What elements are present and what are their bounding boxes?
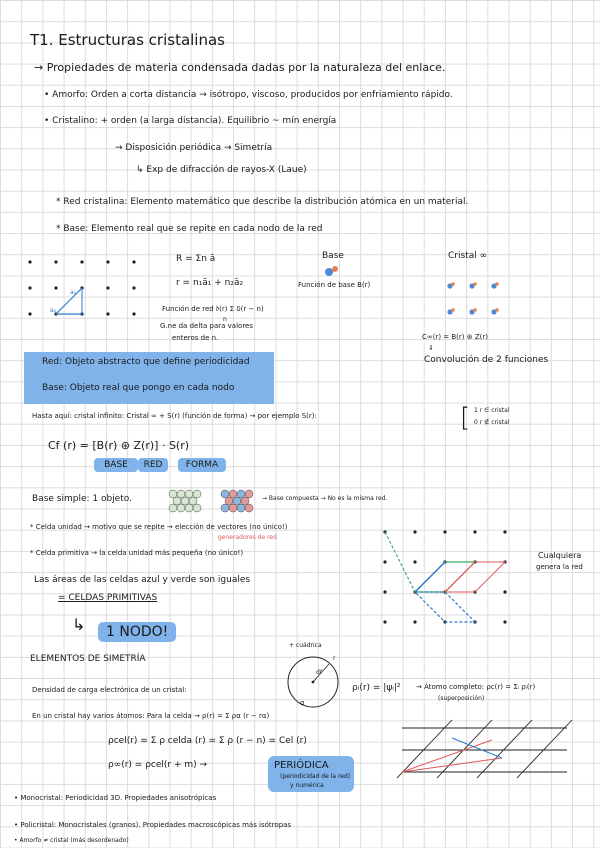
celda-primitiva-line: * Celda primitiva → la celda unidad más pequeña (no único!) <box>30 549 244 557</box>
areas-iguales-line: Las áreas de las celdas azul y verde son iguales <box>34 575 251 585</box>
highlight-base: Base: Objeto real que pongo en cada nodo <box>42 383 235 393</box>
highlight-red: Red: Objeto abstracto que define periodicidad <box>42 357 250 367</box>
amorfo-note-line: • Amorfo ≠ cristal (más desordenado) <box>14 837 129 844</box>
celdas-primitivas-line: = CELDAS PRIMITIVAS <box>58 593 158 603</box>
circle-r-label: r <box>333 655 336 662</box>
convolucion-arrow: ⇓ <box>428 344 434 352</box>
sr-brace: [ <box>460 403 471 433</box>
intro-line: → Propiedades de materia condensada dadas por la naturaleza del enlace. <box>34 61 446 74</box>
funcion-red-label: Función de red 𝔡(r) Σ δ(r − n) <box>162 305 264 313</box>
generadores-note: generadores de red <box>218 534 277 541</box>
sr-case-0: 0 r ∉ cristal <box>474 419 510 426</box>
rho-cel-formula: ρcel(r) = Σ ρ celda (r) = Σ ρ (r − n) = Cel (r) <box>108 736 307 746</box>
base-figure-label: Base <box>322 251 344 261</box>
un-nodo-tag: 1 NODO! <box>98 622 176 642</box>
policristal-line: • Policristal: Monocristales (granos). Propiedades macroscópicas más isótropas <box>14 821 292 829</box>
sr-case-1: 1 r ∈ cristal <box>474 407 510 414</box>
amorfo-line: • Amorfo: Orden a corta distancia → isótropo, viscoso, producidos por enfriamiento rápido. <box>44 90 453 100</box>
funcion-red-note-2: enteros de n. <box>172 334 219 342</box>
base-definition-line: * Base: Elemento real que se repite en cada nodo de la red <box>56 224 323 234</box>
red-cristalina-line: * Red cristalina: Elemento matemático que describe la distribución atómica en un material. <box>56 197 469 207</box>
tag-base: BASE <box>94 458 138 472</box>
base-simple-atoms-icon <box>165 486 265 516</box>
rho-i-formula: ρᵢ(r) = |ψᵢ|² <box>352 683 401 693</box>
base-simple-line: Base simple: 1 objeto. <box>32 494 132 504</box>
cuadrica-note: + cuádrica <box>289 642 322 649</box>
elementos-simetria-heading: ELEMENTOS DE SIMETRÍA <box>30 654 146 664</box>
cristalino-line: • Cristalino: + orden (a larga distancia). Equilibrio ~ mín energía <box>44 116 337 126</box>
atomo-completo-line: → Átomo completo: ρc(r) = Σᵢ ρᵢ(r) <box>416 683 536 691</box>
base-atoms-icon <box>315 262 355 282</box>
cualquiera-line-1: Cualquiera <box>538 551 582 560</box>
R-sum-formula: R = Σn ā <box>176 254 216 264</box>
a1-label: a₁ <box>70 289 77 296</box>
r-vector-formula: r = n₁ā₁ + n₂ā₂ <box>176 278 244 288</box>
celda-unidad-line: * Celda unidad → motivo que se repite → elección de vectores (no único!) <box>30 523 288 531</box>
periodica-note-1: (periodicidad de la red) <box>280 773 351 780</box>
periodica-note-2: y numérica <box>290 782 324 789</box>
cf-formula: Cf (r) = [B(r) ⊛ Z(r)] · S(r) <box>48 439 190 452</box>
primitive-cells-figure <box>375 522 535 632</box>
varios-atomos-line: En un cristal hay varios átomos: Para la celda → ρ(r) = Σ ρα (r − rα) <box>32 712 270 720</box>
rho-inf-formula: ρ∞(r) = ρcel(r + m) → <box>108 760 208 770</box>
circle-alpha-label: α <box>300 699 305 707</box>
cristal-atoms-figure <box>440 276 510 336</box>
disposicion-line: → Disposición periódica → Simetría <box>115 143 273 153</box>
cristal-figure-label: Cristal ∞ <box>448 251 488 261</box>
page-title: T1. Estructuras cristalinas <box>30 31 225 49</box>
difraccion-line: ↳ Exp de difracción de rayos-X (Laue) <box>136 165 307 175</box>
monocristal-line: • Monocristal: Periodicidad 3D. Propiedades anisotrópicas <box>14 794 217 802</box>
superposicion-note: (superposición) <box>438 695 485 702</box>
lattice-dots-figure <box>20 250 160 320</box>
funcion-base-label: Función de base B(r) <box>298 281 371 289</box>
funcion-red-note-1: G.ne da delta para valores <box>160 322 253 330</box>
tag-red: RED <box>138 458 168 472</box>
funcion-red-sub-n: n <box>223 316 227 323</box>
base-compuesta-line: → Base compuesta → No es la misma red. <box>262 495 388 502</box>
densidad-line: Densidad de carga electrónica de un cristal: <box>32 686 187 694</box>
convolucion-label: Convolución de 2 funciones <box>424 355 549 365</box>
tag-forma: FORMA <box>178 458 226 472</box>
periodica-label: PERIÓDICA <box>274 760 329 771</box>
a2-label: a₂ <box>50 307 57 314</box>
convolucion-formula: C∞(r) = B(r) ⊛ Z(r) <box>422 333 488 341</box>
cualquiera-line-2: genera la red <box>536 563 583 571</box>
un-nodo-arrow: ↳ <box>72 615 86 634</box>
circle-dr-label: dr̄ <box>316 669 323 676</box>
oblique-lattice-figure <box>392 718 572 788</box>
cristal-infinito-line: Hasta aquí: cristal infinito: Cristal ∞ + S(r) (función de forma) → por ejemplo S(r): <box>32 412 317 420</box>
